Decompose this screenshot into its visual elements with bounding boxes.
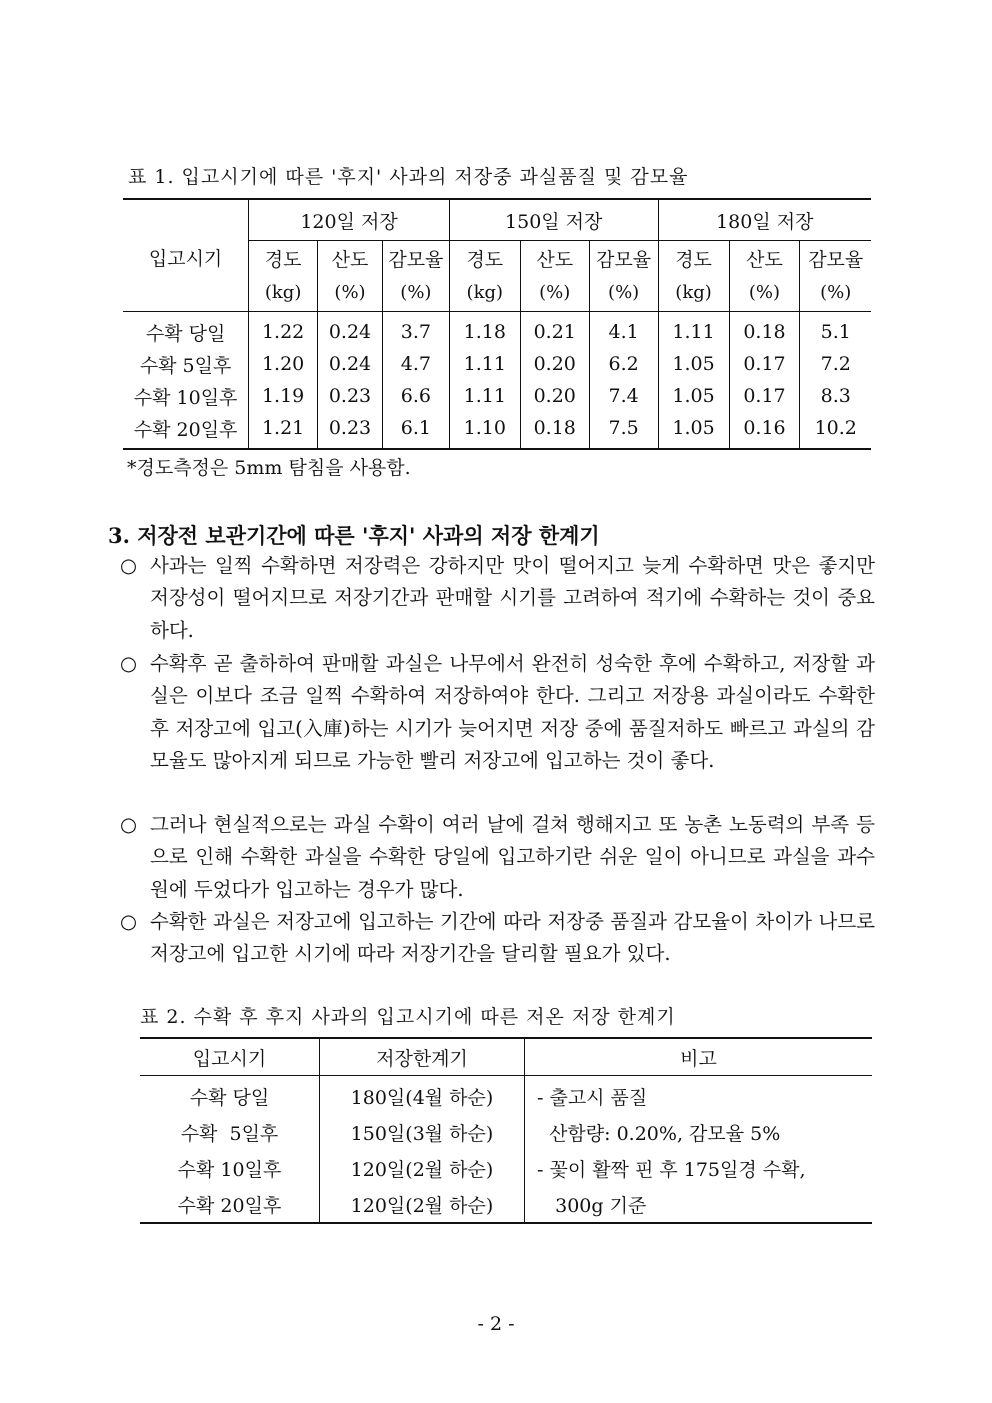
table-cell: - 출고시 품질: [525, 1076, 873, 1115]
table1-item-header: 산도 (%): [318, 241, 383, 312]
table2-caption: 표 2. 수확 후 후지 사과의 입고시기에 따른 저온 저장 한계기: [140, 1006, 676, 1028]
bullet-paragraph: [120, 648, 875, 777]
table-cell: 1.22: [249, 312, 318, 349]
row-label: 수확 20일후: [133, 418, 238, 441]
table-cell: 0.20: [520, 380, 589, 412]
table2: [140, 1037, 872, 1224]
table2-header: 비고: [525, 1038, 873, 1076]
table-cell: 0.18: [520, 412, 589, 449]
table-cell: 0.17: [729, 348, 800, 380]
bullet-paragraph: [120, 809, 875, 906]
table1-item-header: 감모율 (%): [589, 241, 658, 312]
table-cell: 150일(3월 하순): [320, 1114, 525, 1150]
table-cell: 6.1: [382, 412, 449, 449]
table1-item-header: 경도 (kg): [658, 241, 729, 312]
table-cell: 120일(2월 하순): [320, 1150, 525, 1186]
table-cell: 3.7: [382, 312, 449, 349]
table-cell: 7.2: [800, 348, 871, 380]
table-cell: 6.2: [589, 348, 658, 380]
table-cell: 0.24: [318, 312, 383, 349]
table-cell: - 꽃이 활짝 핀 후 175일경 수확,: [525, 1150, 873, 1186]
paragraph-text: 수확후 곧 출하하여 판매할 과실은 나무에서 완전히 성숙한 후에 수확하고, 저장할 과실은 이보다 조금 일찍 수확하여 저장하여야 한다. 그리고 저장용 과실이라도 수확한 후 저장고에 입고(入庫)하는 시기가 늦어지면 저장 중에 품질저하도 빠르고 과실의 감모율도 많아지게 되므로 가능한 빨리 저장고에 입고하는 것이 좋다.: [150, 652, 875, 772]
bullet-paragraph: [120, 550, 875, 647]
table-cell: 1.11: [658, 312, 729, 349]
table2-header: 입고시기: [140, 1038, 320, 1076]
table1-caption: 표 1. 입고시기에 따른 '후지' 사과의 저장중 과실품질 및 감모율: [128, 166, 689, 188]
table-cell: 1.21: [249, 412, 318, 449]
table1-period-header: 120일 저장: [249, 199, 450, 241]
table-cell: 산함량: 0.20%, 감모율 5%: [525, 1114, 873, 1150]
table-row: [123, 348, 871, 380]
table-cell: 수확 5일후: [180, 1122, 279, 1145]
table-cell: 1.19: [249, 380, 318, 412]
table-cell: 0.18: [729, 312, 800, 349]
table1-item-header: 감모율 (%): [800, 241, 871, 312]
table1-item-header: 산도 (%): [729, 241, 800, 312]
table-cell: 120일(2월 하순): [320, 1186, 525, 1223]
table1-period-header: 180일 저장: [658, 199, 871, 241]
table-cell: 수확 당일: [189, 1086, 270, 1109]
circle-bullet-icon: ○: [120, 813, 138, 836]
table-cell: 0.21: [520, 312, 589, 349]
circle-bullet-icon: ○: [120, 910, 138, 933]
table-cell: 1.11: [449, 380, 520, 412]
paragraph-text: 그러나 현실적으로는 과실 수확이 여러 날에 걸쳐 행해지고 또 농촌 노동력의 부족 등으로 인해 수확한 과실을 수확한 당일에 입고하기란 쉬운 일이 아니므로 과실을 과수원에 두었다가 입고하는 경우가 많다.: [150, 813, 875, 901]
page-number: - 2 -: [477, 1313, 515, 1335]
table-cell: 7.4: [589, 380, 658, 412]
table-cell: 0.23: [318, 380, 383, 412]
table-cell: 수확 10일후: [177, 1158, 282, 1181]
table-cell: 0.24: [318, 348, 383, 380]
table-cell: 1.20: [249, 348, 318, 380]
section-title: 3. 저장전 보관기간에 따른 '후지' 사과의 저장 한계기: [108, 523, 600, 548]
row-label: 수확 당일: [145, 322, 226, 345]
table1-item-header: 감모율 (%): [382, 241, 449, 312]
table1-item-header: 경도 (kg): [449, 241, 520, 312]
table-cell: 0.20: [520, 348, 589, 380]
paragraph-text: 사과는 일찍 수확하면 저장력은 강하지만 맛이 떨어지고 늦게 수확하면 맛은 좋지만 저장성이 떨어지므로 저장기간과 판매할 시기를 고려하여 적기에 수확하는 것이 중요하다.: [150, 554, 875, 642]
table-cell: 수확 20일후: [177, 1194, 282, 1217]
row-label: 수확 10일후: [133, 386, 238, 409]
table-row: [140, 1114, 872, 1150]
table-cell: 300g 기준: [525, 1186, 873, 1223]
table-cell: 180일(4월 하순): [320, 1076, 525, 1115]
table-cell: 1.05: [658, 412, 729, 449]
table-row: [140, 1186, 872, 1223]
table-row: [123, 380, 871, 412]
circle-bullet-icon: ○: [120, 554, 138, 577]
table2-header: 저장한계기: [320, 1038, 525, 1076]
row-label: 수확 5일후: [139, 354, 232, 377]
table-cell: 4.1: [589, 312, 658, 349]
table1-period-header: 150일 저장: [449, 199, 658, 241]
table-cell: 7.5: [589, 412, 658, 449]
table-cell: 1.05: [658, 380, 729, 412]
table-cell: 1.18: [449, 312, 520, 349]
table-cell: 6.6: [382, 380, 449, 412]
table-row: [140, 1076, 872, 1115]
table-row: [140, 1150, 872, 1186]
circle-bullet-icon: ○: [120, 652, 138, 675]
bullet-paragraph: [120, 906, 875, 971]
table-cell: 8.3: [800, 380, 871, 412]
table1: [123, 198, 871, 450]
table-cell: 4.7: [382, 348, 449, 380]
table1-item-header: 경도 (kg): [249, 241, 318, 312]
table1-item-header: 산도 (%): [520, 241, 589, 312]
table-cell: 1.10: [449, 412, 520, 449]
table-cell: 1.05: [658, 348, 729, 380]
table-cell: 0.16: [729, 412, 800, 449]
table-cell: 5.1: [800, 312, 871, 349]
table-row: [123, 412, 871, 449]
table1-row-header: 입고시기: [123, 199, 249, 312]
table-cell: 0.17: [729, 380, 800, 412]
paragraph-text: 수확한 과실은 저장고에 입고하는 기간에 따라 저장중 품질과 감모율이 차이가 나므로 저장고에 입고한 시기에 따라 저장기간을 달리할 필요가 있다.: [150, 910, 875, 966]
table-cell: 0.23: [318, 412, 383, 449]
table-cell: 10.2: [800, 412, 871, 449]
table-row: [123, 312, 871, 349]
table1-footnote: *경도측정은 5mm 탐침을 사용함.: [127, 457, 411, 479]
table-cell: 1.11: [449, 348, 520, 380]
